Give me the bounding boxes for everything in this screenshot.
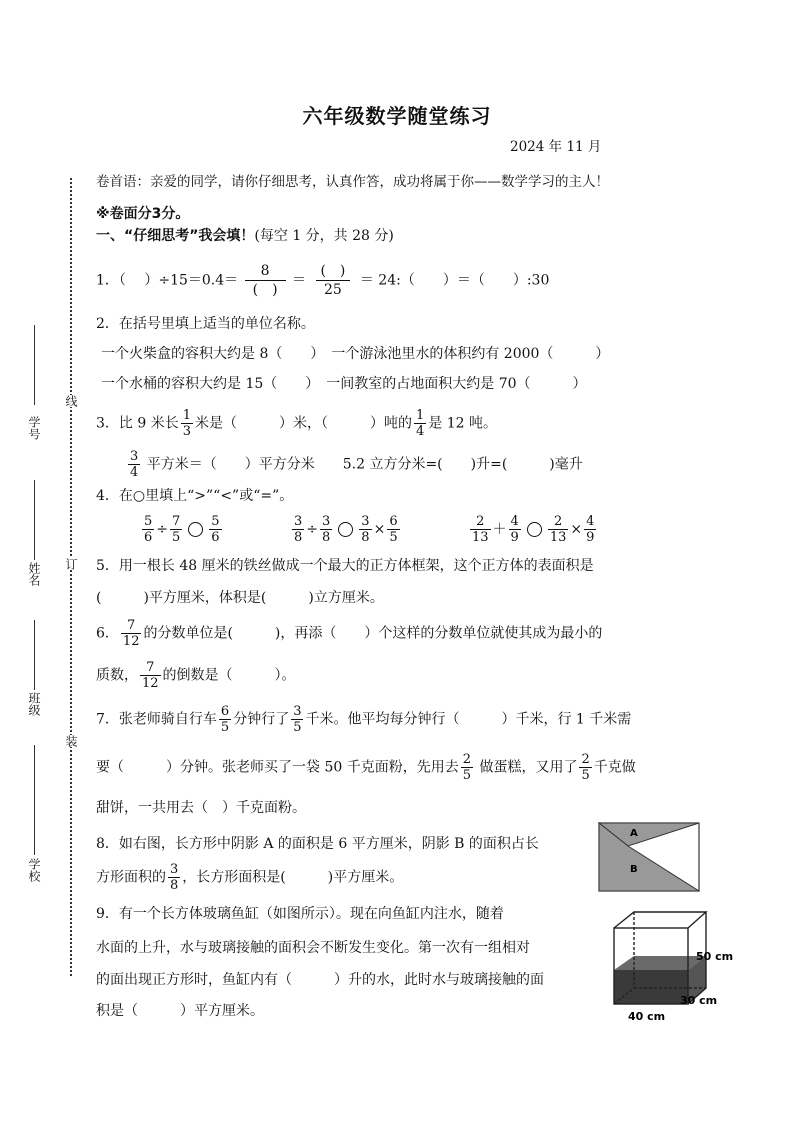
compare-circle[interactable] [188, 522, 203, 537]
fraction-part: 2 [553, 514, 563, 529]
q1-prefix: 1．（ ）÷15＝0.4＝ [96, 272, 239, 289]
text-fragment: × [373, 521, 386, 538]
q2-stem: 2．在括号里填上适当的单位名称。 [96, 316, 315, 332]
text-fragment: 千米。他平均每分钟行（ ）千米，行 1 千米需 [305, 711, 632, 728]
fraction-part: 3 [170, 862, 179, 877]
fraction-part: 7 [146, 660, 155, 675]
dim-height-label: 50 cm [696, 950, 734, 963]
q8-line-1: 8．如右图，长方形中阴影 A 的面积是 6 平方厘米，阴影 B 的面积占长 [96, 836, 539, 852]
fraction-part: 9 [586, 530, 595, 545]
question-7-line1 [96, 704, 631, 735]
binding-xian: 线 [64, 395, 78, 407]
fraction-part: ( ) [320, 263, 346, 279]
q3-fraction-3-4 [128, 449, 140, 480]
fraction [359, 514, 371, 545]
section1-heading [96, 226, 394, 246]
banji-line[interactable] [34, 620, 35, 690]
text-fragment: 的倒数是（ ）。 [162, 667, 296, 684]
question-3-line1 [96, 408, 497, 439]
q2-line-a: 一个火柴盒的容积大约是 8（ ） 一个游泳池里水的体积约有 2000（ ） [101, 346, 610, 362]
fraction [219, 704, 231, 735]
text-fragment: 要（ ）分钟。张老师买了一袋 50 千克面粉，先用去 [96, 759, 459, 776]
q4-expr-3 [468, 514, 598, 545]
text-fragment: 方形面积的 [96, 869, 166, 886]
text-fragment: ＋ [492, 521, 507, 538]
binding-zhuang: 装 [64, 735, 78, 747]
fraction [548, 514, 569, 545]
fraction-part: 8 [170, 878, 179, 893]
fraction-part: 2 [581, 752, 590, 767]
section1-note: (每空 1 分，共 28 分) [254, 228, 394, 244]
xuehao-label: 学号 [27, 416, 41, 440]
fraction-part: 4 [416, 424, 425, 439]
fraction-part: 8 [294, 530, 303, 545]
text-fragment: 的分数单位是( )，再添（ ）个这样的分数单位就使其成为最小的 [143, 625, 603, 642]
banji-label: 班级 [27, 692, 41, 716]
neat-score-note: ※卷面分3分。 [96, 206, 190, 222]
q8-rectangle-figure [598, 822, 700, 892]
text-fragment: 千克做 [593, 759, 636, 776]
text-fragment: 6． [96, 625, 119, 642]
fraction [291, 704, 303, 735]
text-fragment: 做蛋糕，又用了 [475, 759, 578, 776]
fig-label-a: A [630, 828, 638, 839]
fraction [461, 752, 473, 783]
q9-fish-tank-figure [602, 908, 742, 1024]
fraction-part: 12 [122, 634, 140, 649]
q7-line-3: 甜饼，一共用去（ ）千克面粉。 [96, 800, 306, 816]
q3-fraction-1-4 [414, 408, 426, 439]
section1-title: 一、“仔细思考”我会填！ [96, 228, 255, 244]
fraction [387, 514, 399, 545]
q6-fraction [140, 660, 161, 691]
question-8-line2 [96, 862, 403, 893]
fraction [470, 514, 491, 545]
q3-fraction-1-3 [181, 408, 193, 439]
text-fragment: 7．张老师骑自行车 [96, 711, 217, 728]
dim-width-label: 30 cm [680, 994, 718, 1007]
fraction-part: 8 [322, 530, 331, 545]
q6-fraction [121, 618, 142, 649]
fraction-part: 8 [260, 263, 270, 279]
q5-line-2: ( )平方厘米，体积是( )立方厘米。 [96, 590, 384, 606]
xingming-line[interactable] [34, 480, 35, 560]
binding-dotted-line [70, 178, 72, 976]
fraction-part: 5 [144, 514, 153, 529]
question-6-line2 [96, 660, 296, 691]
q2-line-b: 一个水桶的容积大约是 15（ ） 一间教室的占地面积大约是 70（ ） [101, 376, 587, 392]
dim-length-label: 40 cm [628, 1010, 666, 1023]
fraction [292, 514, 304, 545]
fraction-part: 7 [127, 618, 136, 633]
text-fragment: × [570, 521, 583, 538]
fraction [320, 514, 332, 545]
text-fragment: 米是（ ）米，（ ）吨的 [195, 415, 412, 432]
fraction-part: 5 [172, 530, 181, 545]
q9-line-4: 积是（ ）平方厘米。 [96, 1003, 264, 1019]
fraction [209, 514, 221, 545]
fraction-part: 5 [581, 768, 590, 783]
text-fragment: 质数， [96, 667, 138, 684]
text-fragment: ，长方形面积是( )平方厘米。 [182, 869, 404, 886]
fraction-part: ( ) [245, 280, 286, 299]
fraction-part: 3 [294, 514, 303, 529]
text-fragment: 平方米＝（ ）平方分米 5.2 立方分米=( )升=( )毫升 [146, 456, 583, 473]
fraction-part: 5 [462, 768, 471, 783]
fraction [142, 514, 154, 545]
fraction [579, 752, 591, 783]
text-fragment: ÷ [306, 521, 319, 538]
fraction-part: 5 [220, 720, 230, 735]
date-label: 2024 年 11 月 [510, 139, 602, 155]
fraction-part: 2 [476, 514, 485, 529]
text-fragment: 3．比 9 米长 [96, 415, 179, 432]
page-title: 六年级数学随堂练习 [302, 104, 492, 128]
fraction-part: 1 [416, 408, 425, 423]
fraction-part: 3 [361, 514, 370, 529]
text-fragment: 分钟行了 [233, 711, 290, 728]
q4-expr-1 [140, 514, 224, 545]
fraction-part: 4 [586, 514, 595, 529]
fraction-part: 3 [293, 704, 302, 719]
text-fragment: ÷ [156, 521, 169, 538]
xuexiao-label: 学校 [27, 858, 41, 882]
binding-ding: 订 [64, 558, 78, 570]
fig-label-b: B [630, 864, 638, 875]
q1-fraction-2 [312, 262, 353, 299]
question-1 [96, 262, 549, 299]
q9-line-1: 9．有一个长方体玻璃鱼缸（如图所示）。现在向鱼缸内注水，随着 [96, 906, 504, 922]
q1-fraction-1 [245, 262, 286, 299]
question-6-line1 [96, 618, 602, 649]
text-fragment: 是 12 吨。 [428, 415, 497, 432]
fraction-part: 3 [322, 514, 331, 529]
fraction-part: 1 [182, 408, 191, 423]
xingming-label: 姓名 [27, 562, 41, 586]
fraction [509, 514, 521, 545]
fraction [168, 862, 180, 893]
q4-expr-2 [290, 514, 402, 545]
fraction-part: 4 [510, 514, 519, 529]
fraction-part: 6 [144, 530, 153, 545]
fraction-part: 3 [130, 449, 139, 464]
q9-line-3: 的面出现正方形时，鱼缸内有（ ）升的水，此时水与玻璃接触的面 [96, 972, 544, 988]
fraction [584, 514, 596, 545]
fraction-part: 5 [293, 720, 302, 735]
q5-line-1: 5．用一根长 48 厘米的铁丝做成一个最大的正方体框架，这个正方体的表面积是 [96, 558, 594, 574]
fraction-part: 4 [130, 465, 139, 480]
fraction-part: 9 [510, 530, 519, 545]
fraction-part: 3 [182, 424, 191, 439]
q9-line-2: 水面的上升，水与玻璃接触的面积会不断发生变化。第一次有一组相对 [96, 940, 530, 956]
question-7-line2 [96, 752, 636, 783]
fraction-part: 5 [211, 514, 220, 529]
fraction-part: 7 [172, 514, 181, 529]
intro-text: 卷首语：亲爱的同学，请你仔细思考，认真作答，成功将属于你——数学学习的主人！ [96, 174, 609, 190]
question-3-line2 [126, 449, 583, 480]
fraction [170, 514, 182, 545]
compare-circle[interactable] [527, 522, 542, 537]
fraction-part: 13 [549, 530, 567, 545]
fraction-part: 8 [361, 530, 370, 545]
fraction-part: 12 [142, 676, 159, 691]
fraction-part: 6 [220, 704, 230, 719]
fraction-part: 13 [472, 530, 489, 545]
fraction-part: 5 [389, 530, 398, 545]
q1-tail: ＝ 24:（ ）＝（ ）:30 [359, 272, 550, 289]
fraction-part: 25 [316, 280, 350, 299]
q1-equals: ＝ [292, 272, 307, 289]
xuehao-line[interactable] [34, 325, 35, 405]
fraction-part: 6 [211, 530, 220, 545]
fraction-part: 2 [462, 752, 471, 767]
xuexiao-line[interactable] [34, 745, 35, 855]
compare-circle[interactable] [338, 522, 353, 537]
fraction-part: 6 [389, 514, 398, 529]
q4-stem: 4．在○里填上“>”“<”或“=”。 [96, 488, 294, 504]
